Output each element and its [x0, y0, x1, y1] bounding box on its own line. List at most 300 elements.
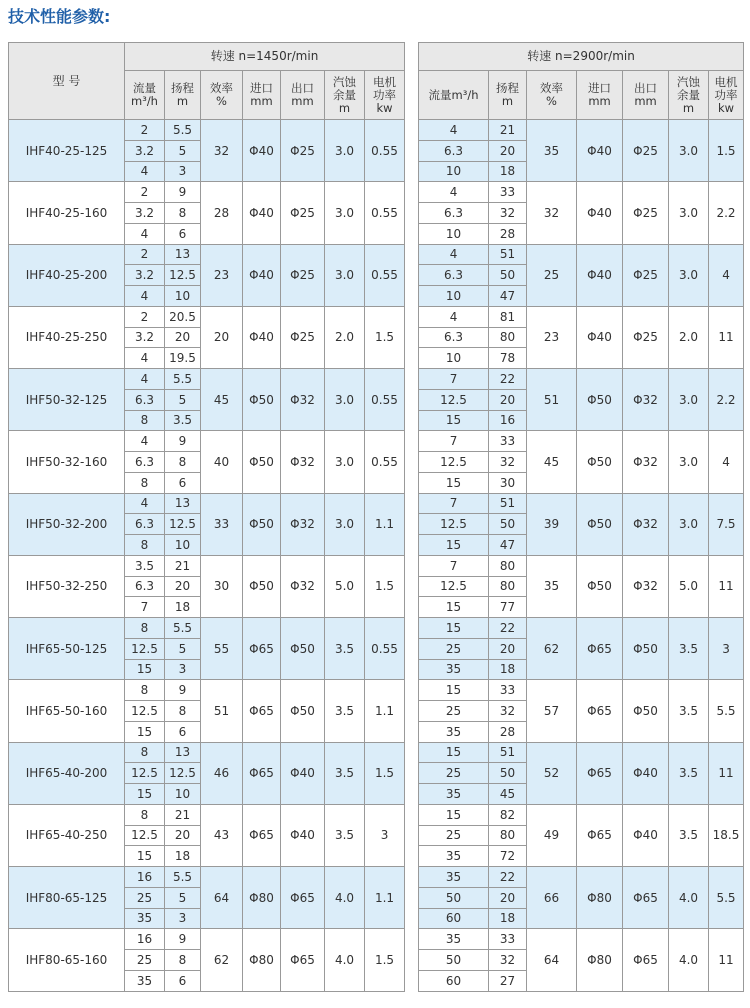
- low-outlet-cell: Φ32: [281, 493, 325, 555]
- high-flow-cell: 15: [419, 742, 489, 763]
- table-row: [9, 244, 744, 265]
- low-head-cell: 9: [165, 929, 201, 950]
- low-head-cell: 8: [165, 203, 201, 224]
- table-row: [9, 431, 744, 452]
- low-head-cell: 8: [165, 950, 201, 971]
- low-inlet-cell: Φ65: [243, 618, 281, 680]
- model-cell: IHF50-32-125: [9, 369, 125, 431]
- high-outlet-cell: Φ25: [623, 244, 669, 306]
- low-flow-cell: 3.2: [125, 203, 165, 224]
- column-gap: [405, 472, 419, 493]
- high-flow-cell: 15: [419, 597, 489, 618]
- column-gap: [405, 182, 419, 203]
- low-power-cell: 1.1: [365, 493, 405, 555]
- header-line: mm: [634, 94, 657, 108]
- low-flow-cell: 2: [125, 120, 165, 141]
- high-eff-cell: 64: [527, 929, 577, 991]
- low-flow-cell: 6.3: [125, 389, 165, 410]
- low-head-cell: 3: [165, 908, 201, 929]
- low-flow-cell: 16: [125, 867, 165, 888]
- high-outlet-cell: Φ25: [623, 120, 669, 182]
- header-line: 出口: [634, 81, 658, 95]
- column-gap: [405, 867, 419, 888]
- column-gap: [405, 286, 419, 307]
- high-head-cell: 32: [489, 950, 527, 971]
- header-line: 扬程: [171, 81, 194, 95]
- low-npsh-cell: 3.0: [325, 244, 365, 306]
- high-flow-cell: 7: [419, 555, 489, 576]
- low-flow-cell: 12.5: [125, 638, 165, 659]
- header-line: kw: [717, 100, 735, 115]
- column-gap: [405, 825, 419, 846]
- high-power-cell: 11: [709, 929, 744, 991]
- high-outlet-cell: Φ65: [623, 929, 669, 991]
- high-npsh-cell: 3.5: [669, 618, 709, 680]
- high-head-cell: 77: [489, 597, 527, 618]
- high-head-cell: 33: [489, 680, 527, 701]
- low-npsh-cell: 2.0: [325, 306, 365, 368]
- high-head-cell: 22: [489, 369, 527, 390]
- low-power-cell: 0.55: [365, 244, 405, 306]
- high-flow-cell: 6.3: [419, 140, 489, 161]
- high-eff-cell: 45: [527, 431, 577, 493]
- header-line: m: [682, 100, 695, 115]
- header-line: kw: [376, 100, 393, 115]
- header-line: 余量: [677, 87, 701, 102]
- high-head-cell: 50: [489, 514, 527, 535]
- high-power-cell: 7.5: [709, 493, 744, 555]
- column-gap: [405, 410, 419, 431]
- column-gap: [405, 680, 419, 701]
- low-eff-header: [201, 71, 243, 120]
- high-npsh-cell: 4.0: [669, 867, 709, 929]
- low-power-cell: 0.55: [365, 369, 405, 431]
- high-outlet-cell: Φ25: [623, 182, 669, 244]
- high-power-cell: 4: [709, 244, 744, 306]
- high-flow-cell: 15: [419, 618, 489, 639]
- low-outlet-cell: Φ65: [281, 929, 325, 991]
- table-row: [9, 555, 744, 576]
- table-row: [9, 929, 744, 950]
- low-power-cell: 1.5: [365, 929, 405, 991]
- low-head-cell: 20: [165, 327, 201, 348]
- high-head-cell: 18: [489, 161, 527, 182]
- low-flow-cell: 15: [125, 846, 165, 867]
- column-gap: [405, 597, 419, 618]
- low-flow-cell: 4: [125, 161, 165, 182]
- high-eff-cell: 49: [527, 804, 577, 866]
- low-outlet-cell: Φ25: [281, 244, 325, 306]
- high-eff-cell: 35: [527, 120, 577, 182]
- low-flow-cell: 8: [125, 618, 165, 639]
- header-line: m: [176, 94, 189, 108]
- high-inlet-cell: Φ50: [577, 493, 623, 555]
- high-head-cell: 78: [489, 348, 527, 369]
- model-cell: IHF40-25-125: [9, 120, 125, 182]
- low-inlet-cell: Φ65: [243, 680, 281, 742]
- low-npsh-cell: 3.5: [325, 618, 365, 680]
- model-cell: IHF80-65-160: [9, 929, 125, 991]
- low-outlet-cell: Φ65: [281, 867, 325, 929]
- low-head-cell: 18: [165, 597, 201, 618]
- column-gap: [405, 908, 419, 929]
- low-flow-cell: 3.2: [125, 140, 165, 161]
- low-outlet-cell: Φ50: [281, 618, 325, 680]
- header-line: 流量: [133, 81, 156, 95]
- high-head-cell: 33: [489, 182, 527, 203]
- low-flow-cell: 4: [125, 493, 165, 514]
- low-inlet-cell: Φ40: [243, 306, 281, 368]
- high-inlet-cell: Φ50: [577, 555, 623, 617]
- low-inlet-cell: Φ80: [243, 929, 281, 991]
- model-cell: IHF80-65-125: [9, 867, 125, 929]
- low-head-cell: 3: [165, 161, 201, 182]
- column-gap: [405, 659, 419, 680]
- header-line: 流量m³/h: [428, 87, 479, 102]
- high-flow-cell: 6.3: [419, 203, 489, 224]
- model-cell: IHF65-40-200: [9, 742, 125, 804]
- model-cell: IHF50-32-160: [9, 431, 125, 493]
- high-flow-cell: 7: [419, 369, 489, 390]
- high-npsh-cell: 3.0: [669, 244, 709, 306]
- model-cell: IHF50-32-250: [9, 555, 125, 617]
- low-inlet-cell: Φ50: [243, 369, 281, 431]
- low-flow-cell: 8: [125, 804, 165, 825]
- high-head-cell: 50: [489, 265, 527, 286]
- model-cell: IHF40-25-200: [9, 244, 125, 306]
- header-line: 出口: [291, 81, 314, 95]
- low-flow-cell: 15: [125, 659, 165, 680]
- low-head-cell: 9: [165, 680, 201, 701]
- high-flow-cell: 60: [419, 970, 489, 991]
- column-gap: [405, 950, 419, 971]
- high-power-cell: 2.2: [709, 182, 744, 244]
- high-outlet-header: [623, 71, 669, 120]
- low-inlet-cell: Φ40: [243, 120, 281, 182]
- column-gap: [405, 514, 419, 535]
- low-flow-cell: 35: [125, 970, 165, 991]
- high-flow-cell: 4: [419, 244, 489, 265]
- low-head-cell: 12.5: [165, 514, 201, 535]
- high-head-cell: 82: [489, 804, 527, 825]
- high-inlet-cell: Φ40: [577, 244, 623, 306]
- low-inlet-cell: Φ40: [243, 244, 281, 306]
- high-eff-cell: 51: [527, 369, 577, 431]
- speed-low-header: 转速 n=1450r/min: [125, 43, 405, 71]
- high-head-cell: 50: [489, 763, 527, 784]
- high-head-cell: 51: [489, 742, 527, 763]
- low-flow-header: [125, 71, 165, 120]
- low-flow-cell: 8: [125, 472, 165, 493]
- high-flow-header: [419, 71, 489, 120]
- low-flow-cell: 15: [125, 784, 165, 805]
- high-flow-cell: 15: [419, 535, 489, 556]
- low-npsh-cell: 3.0: [325, 120, 365, 182]
- high-power-cell: 11: [709, 742, 744, 804]
- high-outlet-cell: Φ32: [623, 493, 669, 555]
- low-flow-cell: 4: [125, 369, 165, 390]
- high-head-cell: 80: [489, 576, 527, 597]
- column-gap: [405, 120, 419, 141]
- high-eff-cell: 35: [527, 555, 577, 617]
- high-flow-cell: 12.5: [419, 576, 489, 597]
- high-outlet-cell: Φ50: [623, 618, 669, 680]
- high-npsh-cell: 3.0: [669, 182, 709, 244]
- low-inlet-cell: Φ50: [243, 555, 281, 617]
- high-power-cell: 1.5: [709, 120, 744, 182]
- high-flow-cell: 35: [419, 867, 489, 888]
- high-head-cell: 22: [489, 867, 527, 888]
- column-gap: [405, 784, 419, 805]
- high-head-cell: 20: [489, 638, 527, 659]
- low-head-cell: 21: [165, 555, 201, 576]
- high-head-cell: 21: [489, 120, 527, 141]
- low-head-cell: 5.5: [165, 369, 201, 390]
- model-cell: IHF40-25-250: [9, 306, 125, 368]
- low-flow-cell: 8: [125, 535, 165, 556]
- page-title: 技术性能参数:: [8, 7, 111, 26]
- high-head-cell: 30: [489, 472, 527, 493]
- low-head-cell: 3: [165, 659, 201, 680]
- low-flow-cell: 12.5: [125, 701, 165, 722]
- model-cell: IHF40-25-160: [9, 182, 125, 244]
- high-npsh-cell: 5.0: [669, 555, 709, 617]
- low-head-cell: 6: [165, 721, 201, 742]
- high-eff-cell: 66: [527, 867, 577, 929]
- header-line: 电机: [373, 74, 396, 89]
- high-head-cell: 28: [489, 223, 527, 244]
- low-outlet-cell: Φ32: [281, 369, 325, 431]
- low-flow-cell: 2: [125, 182, 165, 203]
- low-head-cell: 8: [165, 452, 201, 473]
- column-gap: [405, 701, 419, 722]
- high-inlet-cell: Φ65: [577, 680, 623, 742]
- high-flow-cell: 35: [419, 659, 489, 680]
- column-gap: [405, 638, 419, 659]
- high-flow-cell: 10: [419, 161, 489, 182]
- high-eff-cell: 25: [527, 244, 577, 306]
- high-flow-cell: 4: [419, 306, 489, 327]
- column-gap: [405, 555, 419, 576]
- low-flow-cell: 3.5: [125, 555, 165, 576]
- high-power-cell: 5.5: [709, 867, 744, 929]
- header-line: 效率: [210, 81, 233, 95]
- high-npsh-cell: 3.0: [669, 369, 709, 431]
- column-gap: [405, 970, 419, 991]
- low-npsh-cell: 3.0: [325, 431, 365, 493]
- header-line: 效率: [540, 81, 564, 95]
- low-eff-cell: 46: [201, 742, 243, 804]
- high-npsh-cell: 4.0: [669, 929, 709, 991]
- high-flow-cell: 7: [419, 493, 489, 514]
- high-power-header: [709, 71, 744, 120]
- high-flow-cell: 35: [419, 929, 489, 950]
- column-gap: [405, 43, 419, 120]
- high-eff-cell: 62: [527, 618, 577, 680]
- low-flow-cell: 15: [125, 721, 165, 742]
- high-flow-cell: 50: [419, 887, 489, 908]
- model-cell: IHF65-50-125: [9, 618, 125, 680]
- column-gap: [405, 804, 419, 825]
- header-line: 功率: [373, 87, 396, 102]
- low-flow-cell: 3.2: [125, 327, 165, 348]
- header-line: 扬程: [496, 81, 520, 95]
- spec-table: [8, 42, 744, 992]
- high-head-cell: 80: [489, 825, 527, 846]
- header-line: %: [546, 94, 557, 108]
- column-gap: [405, 389, 419, 410]
- high-power-cell: 11: [709, 555, 744, 617]
- low-npsh-cell: 3.0: [325, 182, 365, 244]
- column-gap: [405, 742, 419, 763]
- high-head-cell: 33: [489, 431, 527, 452]
- low-npsh-cell: 5.0: [325, 555, 365, 617]
- high-outlet-cell: Φ40: [623, 804, 669, 866]
- high-head-cell: 80: [489, 327, 527, 348]
- column-gap: [405, 244, 419, 265]
- low-eff-cell: 64: [201, 867, 243, 929]
- high-flow-cell: 15: [419, 804, 489, 825]
- high-head-cell: 32: [489, 701, 527, 722]
- low-npsh-cell: 3.0: [325, 369, 365, 431]
- table-row: [9, 618, 744, 639]
- high-flow-cell: 10: [419, 223, 489, 244]
- model-cell: IHF50-32-200: [9, 493, 125, 555]
- low-eff-cell: 45: [201, 369, 243, 431]
- low-head-cell: 13: [165, 742, 201, 763]
- low-eff-cell: 51: [201, 680, 243, 742]
- low-head-cell: 20: [165, 576, 201, 597]
- low-head-cell: 12.5: [165, 265, 201, 286]
- low-head-cell: 5.5: [165, 618, 201, 639]
- column-gap: [405, 721, 419, 742]
- low-eff-cell: 32: [201, 120, 243, 182]
- low-eff-cell: 23: [201, 244, 243, 306]
- high-head-cell: 33: [489, 929, 527, 950]
- header-line: m: [501, 94, 514, 108]
- high-inlet-cell: Φ80: [577, 929, 623, 991]
- high-flow-cell: 6.3: [419, 265, 489, 286]
- low-power-cell: 1.5: [365, 555, 405, 617]
- low-flow-cell: 4: [125, 223, 165, 244]
- high-eff-header: [527, 71, 577, 120]
- high-head-cell: 32: [489, 203, 527, 224]
- low-power-cell: 1.1: [365, 867, 405, 929]
- high-flow-cell: 35: [419, 846, 489, 867]
- high-flow-cell: 35: [419, 784, 489, 805]
- high-eff-cell: 57: [527, 680, 577, 742]
- low-inlet-cell: Φ50: [243, 493, 281, 555]
- high-flow-cell: 7: [419, 431, 489, 452]
- high-flow-cell: 25: [419, 825, 489, 846]
- high-head-cell: 72: [489, 846, 527, 867]
- low-eff-cell: 43: [201, 804, 243, 866]
- table-row: [9, 680, 744, 701]
- high-power-cell: 2.2: [709, 369, 744, 431]
- low-npsh-header: [325, 71, 365, 120]
- high-flow-cell: 50: [419, 950, 489, 971]
- header-line: 进口: [588, 81, 612, 95]
- low-inlet-cell: Φ65: [243, 804, 281, 866]
- low-head-header: [165, 71, 201, 120]
- low-eff-cell: 33: [201, 493, 243, 555]
- high-npsh-cell: 3.5: [669, 680, 709, 742]
- high-flow-cell: 4: [419, 182, 489, 203]
- header-line: 汽蚀: [677, 74, 701, 89]
- high-head-cell: 47: [489, 286, 527, 307]
- low-head-cell: 20.5: [165, 306, 201, 327]
- low-head-cell: 6: [165, 223, 201, 244]
- high-flow-cell: 60: [419, 908, 489, 929]
- low-npsh-cell: 4.0: [325, 929, 365, 991]
- model-header: 型 号: [9, 43, 125, 120]
- low-flow-cell: 25: [125, 887, 165, 908]
- header-line: m: [338, 100, 351, 115]
- high-inlet-cell: Φ40: [577, 182, 623, 244]
- header-line: %: [216, 94, 227, 108]
- high-head-cell: 51: [489, 244, 527, 265]
- low-head-cell: 8: [165, 701, 201, 722]
- low-inlet-cell: Φ65: [243, 742, 281, 804]
- low-flow-cell: 8: [125, 680, 165, 701]
- high-inlet-cell: Φ40: [577, 120, 623, 182]
- low-head-cell: 5: [165, 389, 201, 410]
- low-flow-cell: 6.3: [125, 452, 165, 473]
- low-head-cell: 12.5: [165, 763, 201, 784]
- high-head-cell: 51: [489, 493, 527, 514]
- low-eff-cell: 62: [201, 929, 243, 991]
- high-power-cell: 18.5: [709, 804, 744, 866]
- low-npsh-cell: 3.5: [325, 742, 365, 804]
- low-outlet-cell: Φ40: [281, 804, 325, 866]
- high-head-cell: 16: [489, 410, 527, 431]
- high-npsh-cell: 3.0: [669, 120, 709, 182]
- high-outlet-cell: Φ50: [623, 680, 669, 742]
- high-flow-cell: 15: [419, 410, 489, 431]
- header-line: mm: [588, 94, 611, 108]
- high-outlet-cell: Φ32: [623, 431, 669, 493]
- low-npsh-cell: 3.5: [325, 804, 365, 866]
- low-power-cell: 1.5: [365, 306, 405, 368]
- low-head-cell: 13: [165, 244, 201, 265]
- high-flow-cell: 15: [419, 680, 489, 701]
- high-flow-cell: 25: [419, 763, 489, 784]
- column-gap: [405, 369, 419, 390]
- column-gap: [405, 265, 419, 286]
- low-inlet-cell: Φ50: [243, 431, 281, 493]
- column-gap: [405, 452, 419, 473]
- high-flow-cell: 6.3: [419, 327, 489, 348]
- low-flow-cell: 2: [125, 244, 165, 265]
- table-row: [9, 120, 744, 141]
- low-head-cell: 10: [165, 535, 201, 556]
- column-gap: [405, 763, 419, 784]
- low-flow-cell: 12.5: [125, 825, 165, 846]
- high-flow-cell: 35: [419, 721, 489, 742]
- high-head-cell: 20: [489, 140, 527, 161]
- table-row: [9, 369, 744, 390]
- column-gap: [405, 887, 419, 908]
- header-line: 进口: [250, 81, 273, 95]
- high-flow-cell: 25: [419, 638, 489, 659]
- low-outlet-cell: Φ50: [281, 680, 325, 742]
- high-eff-cell: 32: [527, 182, 577, 244]
- low-power-cell: 1.1: [365, 680, 405, 742]
- header-line: 汽蚀: [333, 74, 356, 89]
- low-head-cell: 5.5: [165, 120, 201, 141]
- low-flow-cell: 6.3: [125, 514, 165, 535]
- column-gap: [405, 929, 419, 950]
